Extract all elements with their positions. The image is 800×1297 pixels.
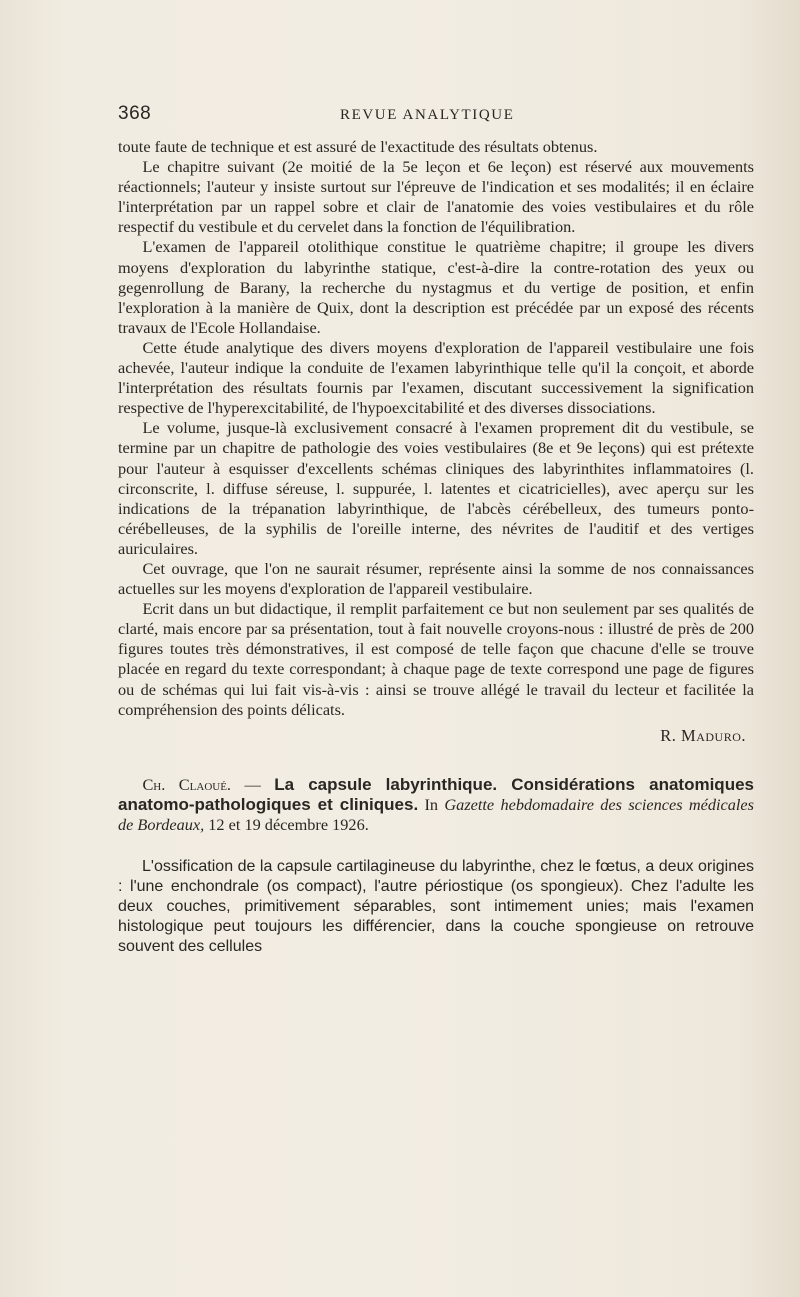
paragraph: Cette étude analytique des divers moyens d'exploration de l'appareil vestibulaire une fois achevée, l'auteur indique la conduite de l'examen labyrinthique telle qu'il la conçoit, et aborde l'interprétation des résultats fournis par l'examen, discutant successivement la signification respective de l'hyperexcitabilité, de l'hypoexcitabilité et des diverses dissociations. xyxy=(118,337,754,418)
body-text xyxy=(118,137,754,958)
entry-journal: Gazette hebdomadaire des sciences médicales de Bordeaux, xyxy=(118,794,754,834)
paragraph: Le volume, jusque-là exclusivement consacré à l'examen proprement dit du vestibule, se termine par un chapitre de pathologie des voies vestibulaires (8e et 9e leçons) qui est prétexte pour l'auteur à esquisser d'excellents schémas cliniques des labyrinthites inflammatoires (l. circonscrite, l. diffuse séreuse, l. suppurée, l. latentes et cicatricielles), avec aperçu sur les indications de la trépanation labyrinthique, de l'abcès cérébelleux, des tumeurs ponto-cérébelleuses, de la syphilis de l'oreille interne, des névrites de l'auditif et des vertiges auriculaires. xyxy=(118,418,754,558)
entry-dash: — xyxy=(244,774,261,794)
paragraph: toute faute de technique et est assuré de l'exactitude des résultats obtenus. xyxy=(118,137,598,156)
paragraph: Ecrit dans un but didactique, il remplit parfaitement ce but non seulement par ses qualités de clarté, mais encore par sa présentation, tout à fait nouvelle croyons-nous : illustré de près de 200 figures toutes très démonstratives, il est composé de telle façon que chacune d'elle se trouve placée en regard du texte correspondant; à chaque page de texte correspond une page de figures ou de schémas qui lui fait vis-à-vis : ainsi se trouve allégé le travail du lecteur et facilitée la compréhension des points délicats. xyxy=(118,599,754,719)
page-number: 368 xyxy=(118,103,152,124)
paragraph: Le chapitre suivant (2e moitié de la 5e leçon et 6e leçon) est réservé aux mouvements réactionnels; l'auteur y insiste surtout sur l'épreuve de l'indication et ses modalités; il en éclaire l'interprétation par un rappel sobre et clair de l'anatomie des voies vestibulaires et du rôle respectif du vestibule et du cervelet dans la fonction de l'équilibration. xyxy=(118,157,754,237)
page-header xyxy=(118,103,754,133)
bibliographic-entry xyxy=(118,775,754,958)
paragraph: Cet ouvrage, que l'on ne saurait résumer, représente ainsi la somme de nos connaissances actuelles sur les moyens d'exploration de l'appareil vestibulaire. xyxy=(118,558,754,599)
entry-title: La capsule labyrinthique. Considérations anatomiques anatomo-pathologiques et cliniques. xyxy=(118,774,754,814)
entry-citation xyxy=(118,775,754,835)
entry-body: L'ossification de la capsule cartilagineuse du labyrinthe, chez le fœtus, a deux origines : l'une enchondrale (os compact), l'autre périostique (os spongieux). Chez l'adulte les deux couches, primitivement séparables, sont intimement unies; mais l'examen histologique peut toujours les différencier, dans la couche spongieuse on retrouve souvent des cellules xyxy=(118,858,754,956)
entry-date: 12 et 19 décembre 1926. xyxy=(208,815,369,834)
entry-in-label: In xyxy=(424,794,439,814)
review-signature: R. Maduro. xyxy=(660,725,746,745)
spacer xyxy=(118,835,754,857)
running-title: REVUE ANALYTIQUE xyxy=(340,107,515,123)
paragraph: L'examen de l'appareil otolithique constitue le quatrième chapitre; il groupe les divers moyens d'exploration du labyrinthe statique, c'est-à-dire la contre-rotation des yeux ou gegenrollung de Barany, la recherche du nystagmus et du vertige de position, et enfin l'exploration à la manière de Quix, dont la description est précédée par un exposé des récents travaux de l'Ecole Hollandaise. xyxy=(118,237,754,337)
entry-author: Ch. Claoué. xyxy=(142,774,231,794)
